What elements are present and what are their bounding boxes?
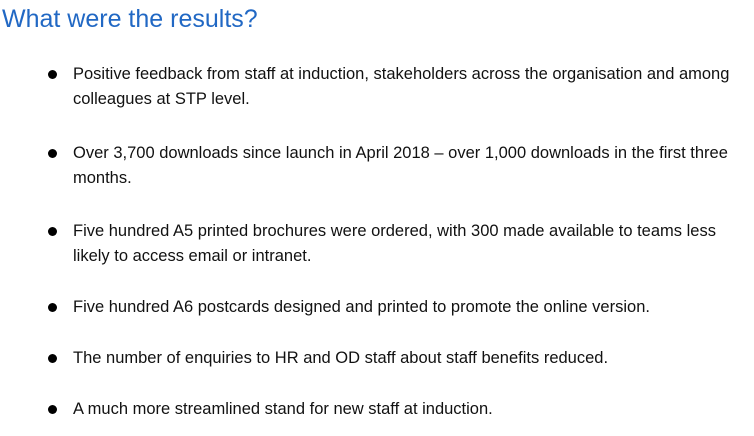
bullet-text: Positive feedback from staff at induction, stakeholders across the organisation and among colleagues at STP level. xyxy=(73,65,730,108)
bullet-text: Five hundred A5 printed brochures were ordered, with 300 made available to teams less likely to access email or intranet. xyxy=(73,222,716,265)
bullet-dot-icon xyxy=(48,405,57,414)
bullet-dot-icon xyxy=(48,227,57,236)
bullet-text: A much more streamlined stand for new staff at induction. xyxy=(73,400,493,418)
bullet-dot-icon xyxy=(48,354,57,363)
bullet-item xyxy=(73,219,745,269)
bullet-text: Over 3,700 downloads since launch in April 2018 – over 1,000 downloads in the first three months. xyxy=(73,144,728,187)
bullet-text: Five hundred A6 postcards designed and printed to promote the online version. xyxy=(73,298,650,316)
bullet-text: The number of enquiries to HR and OD staff about staff benefits reduced. xyxy=(73,349,609,367)
bullet-dot-icon xyxy=(48,149,57,158)
bullet-dot-icon xyxy=(48,303,57,312)
section-heading: What were the results? xyxy=(2,5,258,33)
bullet-item xyxy=(73,346,745,371)
bullet-item xyxy=(73,295,745,320)
bullet-item xyxy=(73,397,745,422)
bullet-item xyxy=(73,62,745,112)
bullet-dot-icon xyxy=(48,70,57,79)
bullet-item xyxy=(73,141,745,191)
